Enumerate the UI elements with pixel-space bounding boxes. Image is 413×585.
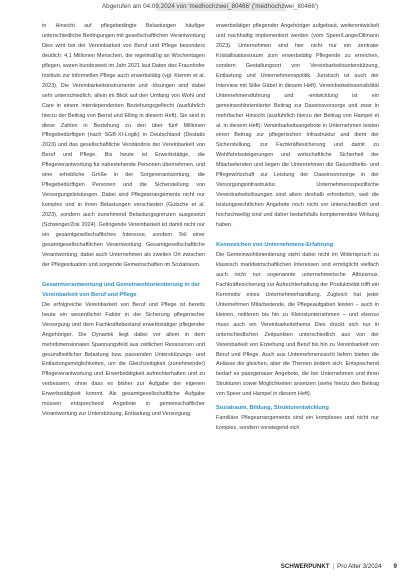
left-column-paragraph: in Hinsicht auf pflegebedingte Belastungen häufiger unterschiedliche Bedingungen mit gesellschaftlichen Verantwortung Dies wird bei der Vereinbarkeit von Beruf und Pflege besonders deutlich: 4,1 Millionen Menschen, die regelmäßig an Wochentagen pflegen, waren bundesweit im Jahr 2021 laut Daten des Fraunhofer Instituts zur informellen Pflege auch erwerbstätig (vgl. Klemm et al. 2023). Die Vereinbarkeitsinstrumente und -lösungen sind dabei sehr unterschiedlich, allein im Blick auf den Umfang von Wohl und Care in einem interdependenten Beziehungsgeflecht (ausführlich hierzu der Beitrag von Bernd und Elling in diesem Heft). Sie sind in diese Zahlen in Beziehung zu den über fünf Millionen Pflegebedürftigen (nach SGB-XI-Logik) in Deutschland (Destatis 2023) und das gesellschaftliche Verständnis der Vereinbarkeit von Beruf und Pflege. Bis heute ist Erwerbstätige, die Pflegeverantwortung für nahestehende Personen übernehmen, und eine erhebliche Größe in der Sorgeverantwortung, die Pflegebedürftigen Personen und die Sicherstellung von Versorgungsleistungen. Dabei sind Pflegearrangements nicht nur komplex und in ihren Belastungen verschieden (Gutsche et al. 2023), sondern auch zunehmend Belastungsgrenzen ausgesetzt (Schwinger/Zok 2024). Gelingende Vereinbarkeit ist damit nicht nur ein gesamtgesellschaftliches Interesse, sondern Teil einer gesamtgesellschaftlichen Verantwortung. Gesamtgesellschaftliche Verantwortung, dabei auch Unternehmen als zweiten Ort zwischen der Pflegesituation und sorgende Gemeinschaften im Sozialraum. — [42, 23, 205, 268]
section-body-kennzeichen: Die Gemeinwohlorientierung steht dabei nicht im Widerspruch zu klassisch marktwirtschaftlichen Interessen und ermöglicht vielfach auch nicht nur sogenannte unternehmerische Altruismus. Fachkräftesicherung zur Aufrechterhaltung der Produktivität trifft ein Kernmotiv eines Unternehmerhandlung. Zugleich hat jeder Unternehmen Mitarbeitende, die Pflegeaufgaben leisten – auch in kleinen, mittleren bis hin zu Kleinstunternehmen – und ebenso muss auch ein Vereinbarkeitsthema Dies drückt sich nur in unterschiedlichen Zeitpunkten unterschiedlich aus von der Vereinbarkeit von Erziehung und Beruf bis hin zu Vereinbarkeit von Beruf und Pflege. Auch aus Unternehmenssicht liefern bieten die Anlässe die gleichen, aber die Themen ändern sich. Entsprechend bedarf es passgenauer Angebote, die bei Unternehmen und ihren Strukturen sowie Möglichkeiten ansetzen (siehe hierzu den Beitrag von Speer und Hampel in diesem Heft). — [216, 251, 379, 398]
section-heading-sozialraum: Sozialraum, Bildung, Strukturentwicklung — [216, 405, 329, 412]
footer-section-label: SCHWERPUNKT — [280, 563, 330, 570]
right-column — [216, 22, 379, 434]
right-column-paragraph: erwerbstätiger pflegender Angehöriger aufgebaut, weiterentwickelt und nachhaltig implementiert werden (vom Speer/Lange/Ollmann 2023). Unternehmen sind hier nicht nur ein zentraler Kristallisationsraum zum erwerbstätig Pflegende zu erreichen, sondern Gestaltungsort von Vereinbarkeitsunterstützung, Entlastung und Unternehmenspolitik. Juristisch ist auch der Interview mit Silke Gäbel in diesem Heft). Vereinbarkeitssensibilität Unternehmensführung und -entwicklung ist ein gemeinwohlorientierter Beitrag zur Daseinsvorsorge und zwar in mehrfacher Hinsicht (ausführlich hierzu der Beitrag von Hampel et al. in diesem Heft): Vereinbarkeitsangebote in Unternehmen leisten einen Beitrag zur pflegerischen Infrastruktur und dient der Sicherstellung, zur Fachkräftesicherung und damit zu Wohlfahrtssteigerungen und wirtschaftliche Sicherheit der Mitarbeitenden und liegen die Unternehmen die Gesundheits- und Pflegewirtschaft zur Leistung der Daseinsvorsorge in der Versorgungsinfrastruktur. Unternehmensspezifische Vereinbarkeitslösungen sind allein deshalb erforderlich, weil die leistungsrechtlichen Angebote noch nicht vor unterschiedlich und hochschwellig sind und daher bedarfsfalls komplementäre Wirkung haben. — [216, 23, 379, 229]
left-column — [42, 22, 205, 420]
footer-separator: | — [332, 563, 335, 570]
page-number: 9 — [393, 563, 397, 570]
footer-journal: Pro Alter 3/2024 — [337, 563, 382, 570]
section-body-sozialraum: Familiäre Pflegearrangements sind ein komplexes und nicht nur komplex, sondern vorwiegend sich — [216, 415, 379, 432]
download-note: Abgerufen am 04.09.2024 von 'medhochzwei_80466' ('medhochzwei_80466') — [101, 3, 319, 10]
download-banner — [0, 0, 413, 14]
section-body-gesamtverantwortung: Die erfolgreiche Vereinbarkeit von Beruf und Pflege ist bereits heute ein wesentlicher Faktor in der Sicherung pflegerischer Versorgung und dem Fachkräftebestand erwerbstätiger pflegender Angehöriger. Die Dynamik liegt dabei vor allem in dem mehrdimensionalen Spannungsfeld aus zeitlichen Ressourcen und gesundheitlicher Belastung bzw. passenden Unterstützungs- und Entlastungsmöglichkeiten, um die Gleichzeitigkeit (zunehmender) Pflegeverantwortung und Erwerbstätigkeit aufrechterhalten und zu verbessern, ohne dass es bisher zur Aufgabe der eigenen Erwerbstätigkeit kommt. Als gesamtgesellschaftliche Aufgabe müssen entsprechend Angebote in gemeinschaftlicher Verantwortung zur Unterstützung, Entlastung und Versorgung — [42, 301, 205, 418]
page-footer — [281, 563, 397, 570]
section-heading-kennzeichen: Kennzeichen von Unternehmens-Erfahrung — [216, 242, 334, 249]
section-heading-gesamtverantwortung: Gesamtverantwortung und Gemeinwohlorientierung in der Vereinbarkeit von Beruf und Pflege — [42, 281, 201, 298]
